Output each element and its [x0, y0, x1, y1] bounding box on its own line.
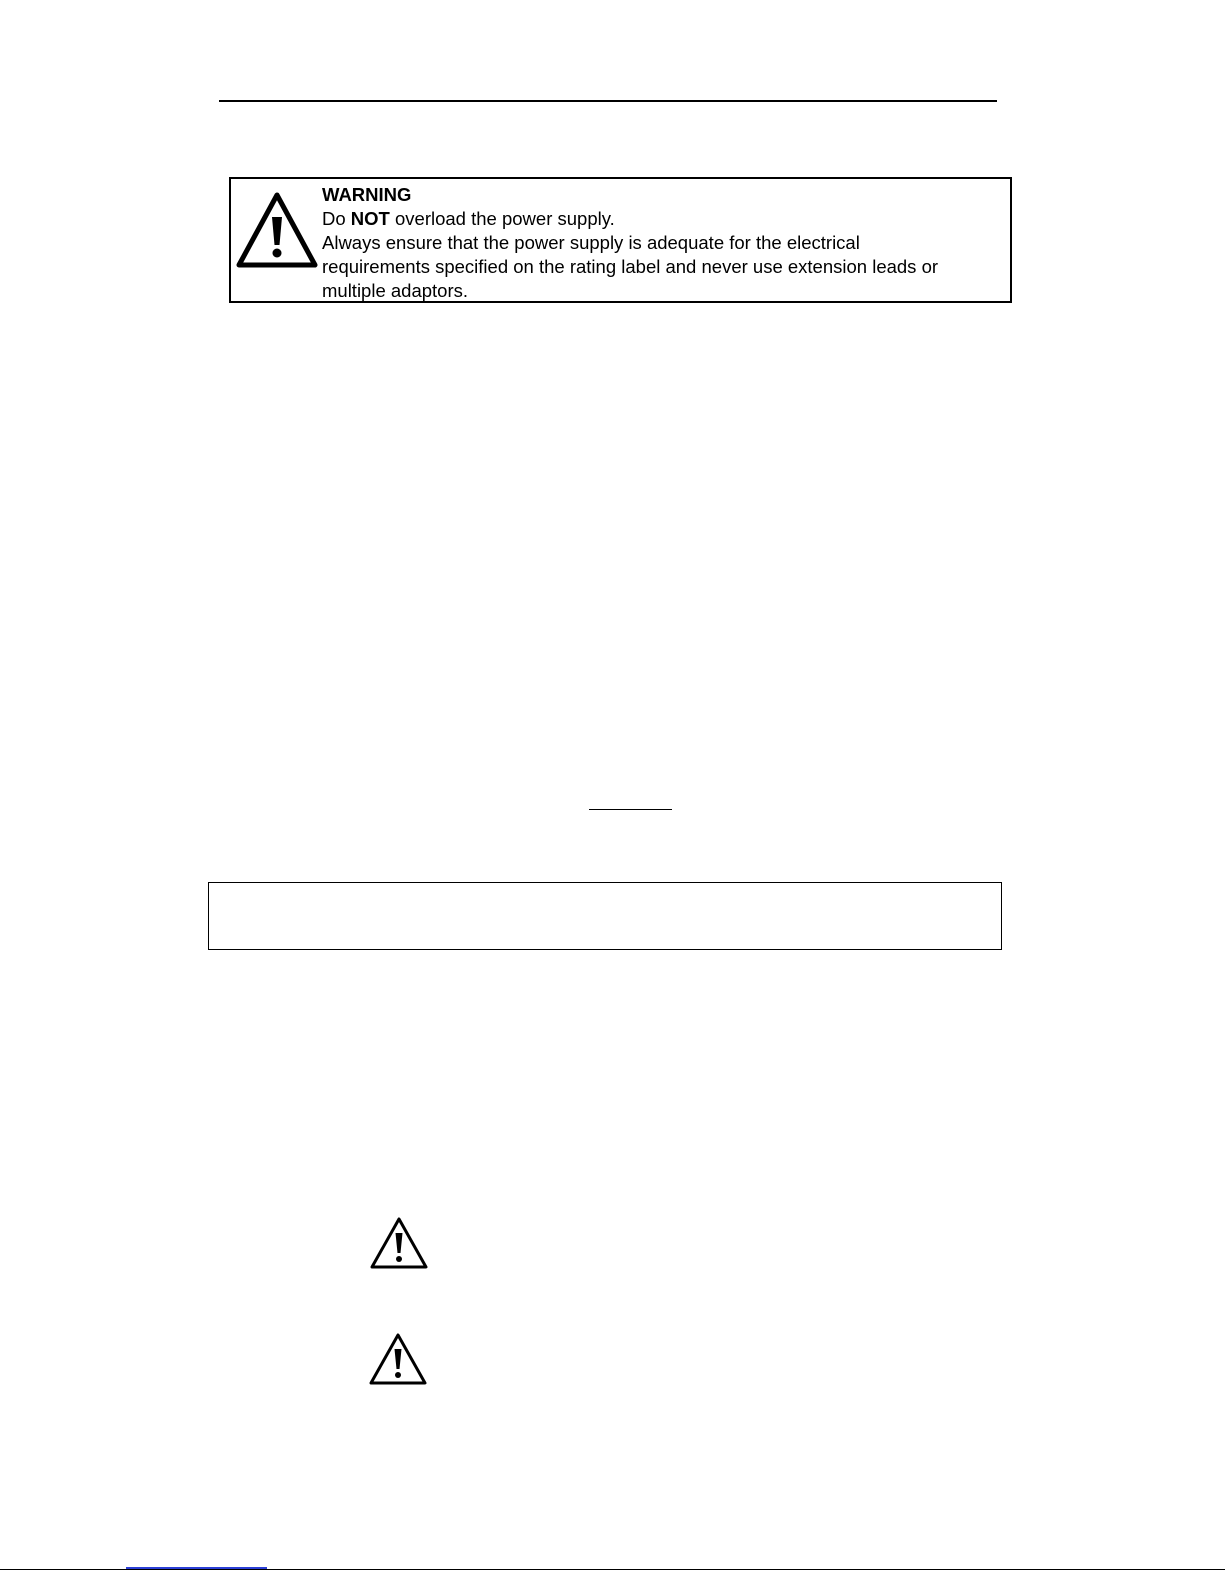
- empty-note-box: [208, 882, 1002, 950]
- warning-line-1-prefix: Do: [322, 208, 351, 229]
- warning-line-1-suffix: overload the power supply.: [389, 208, 615, 229]
- warning-triangle-icon: [235, 191, 319, 271]
- warning-emphasis: NOT: [350, 208, 390, 229]
- footer-rule: [0, 1569, 1225, 1570]
- header-rule: [219, 100, 997, 102]
- warning-line-2: Always ensure that the power supply is adequate for the electrical: [322, 232, 860, 253]
- warning-text: [322, 183, 1012, 303]
- warning-triangle-icon: [369, 1216, 429, 1270]
- warning-line-3: requirements specified on the rating label and never use extension leads or: [322, 256, 939, 277]
- warning-box: [229, 177, 1012, 303]
- warning-triangle-icon: [368, 1332, 428, 1386]
- footer-link-underline[interactable]: [126, 1567, 267, 1569]
- underline-rule: [589, 809, 672, 810]
- warning-line-4: multiple adaptors.: [322, 280, 469, 301]
- warning-line-1: [322, 207, 1012, 231]
- warning-title: WARNING: [322, 184, 412, 205]
